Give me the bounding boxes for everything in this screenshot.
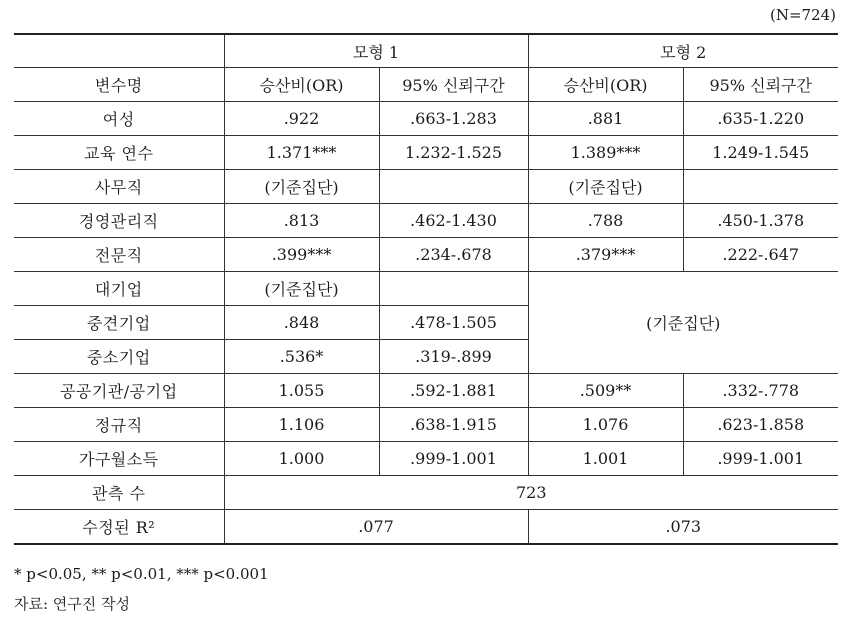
row-label: 사무직 — [14, 170, 224, 204]
model2-ci-header: 95% 신뢰구간 — [683, 68, 838, 102]
table-row — [14, 374, 838, 408]
table-row — [14, 442, 838, 476]
model1-or-header: 승산비(OR) — [224, 68, 379, 102]
model2-r-squared: .073 — [528, 510, 838, 545]
model1-or-cell: .813 — [224, 204, 379, 238]
observations-label: 관측 수 — [14, 476, 224, 510]
row-label: 여성 — [14, 102, 224, 136]
row-label: 경영관리직 — [14, 204, 224, 238]
model2-or-cell: .509** — [528, 374, 683, 408]
model2-ci-cell: 1.249-1.545 — [683, 136, 838, 170]
model1-r-squared: .077 — [224, 510, 528, 545]
significance-footnote: * p<0.05, ** p<0.01, *** p<0.001 — [14, 565, 269, 583]
source-footnote: 자료: 연구진 작성 — [14, 595, 131, 613]
table-row — [14, 204, 838, 238]
row-label: 대기업 — [14, 272, 224, 306]
model1-reference-cell: (기준집단) — [224, 272, 379, 306]
model2-header: 모형 2 — [528, 34, 838, 68]
model2-or-cell: 1.076 — [528, 408, 683, 442]
empty-cell — [379, 170, 528, 204]
model1-ci-cell: .999-1.001 — [379, 442, 528, 476]
model1-or-cell: .399*** — [224, 238, 379, 272]
observations-row — [14, 476, 838, 510]
model2-ci-cell: .999-1.001 — [683, 442, 838, 476]
table-row — [14, 170, 838, 204]
model1-ci-cell: .319-.899 — [379, 340, 528, 374]
model1-ci-cell: .592-1.881 — [379, 374, 528, 408]
model1-ci-cell: 1.232-1.525 — [379, 136, 528, 170]
row-label: 공공기관/공기업 — [14, 374, 224, 408]
table-header-row-columns — [14, 68, 838, 102]
table-row — [14, 408, 838, 442]
table-header-row-models — [14, 34, 838, 68]
row-label: 중소기업 — [14, 340, 224, 374]
sample-size-note: (N=724) — [769, 6, 836, 24]
header-blank-cell — [14, 34, 224, 68]
model2-ci-cell: .332-.778 — [683, 374, 838, 408]
model2-or-cell: .881 — [528, 102, 683, 136]
model1-ci-cell: .638-1.915 — [379, 408, 528, 442]
r-squared-label: 수정된 R² — [14, 510, 224, 545]
row-label: 가구월소득 — [14, 442, 224, 476]
model1-header: 모형 1 — [224, 34, 528, 68]
model1-or-cell: .536* — [224, 340, 379, 374]
model1-ci-cell: .478-1.505 — [379, 306, 528, 340]
observations-value: 723 — [224, 476, 838, 510]
table-row — [14, 102, 838, 136]
row-label: 전문직 — [14, 238, 224, 272]
model2-ci-cell: .635-1.220 — [683, 102, 838, 136]
empty-cell — [683, 170, 838, 204]
table-row — [14, 272, 838, 306]
model1-ci-cell: .234-.678 — [379, 238, 528, 272]
row-label: 교육 연수 — [14, 136, 224, 170]
model2-ci-cell: .623-1.858 — [683, 408, 838, 442]
model2-or-cell: 1.001 — [528, 442, 683, 476]
model1-or-cell: 1.055 — [224, 374, 379, 408]
model2-or-cell: .379*** — [528, 238, 683, 272]
table-row — [14, 136, 838, 170]
model2-or-cell: 1.389*** — [528, 136, 683, 170]
model2-reference-cell: (기준집단) — [528, 170, 683, 204]
model1-or-cell: .848 — [224, 306, 379, 340]
model1-or-cell: 1.000 — [224, 442, 379, 476]
model1-ci-cell: .663-1.283 — [379, 102, 528, 136]
row-label: 정규직 — [14, 408, 224, 442]
empty-cell — [379, 272, 528, 306]
model2-or-header: 승산비(OR) — [528, 68, 683, 102]
model2-reference-cell: (기준집단) — [528, 272, 838, 374]
model2-ci-cell: .450-1.378 — [683, 204, 838, 238]
model2-or-cell: .788 — [528, 204, 683, 238]
model1-or-cell: 1.371*** — [224, 136, 379, 170]
model1-reference-cell: (기준집단) — [224, 170, 379, 204]
table-row — [14, 238, 838, 272]
model1-or-cell: 1.106 — [224, 408, 379, 442]
model1-or-cell: .922 — [224, 102, 379, 136]
model1-ci-header: 95% 신뢰구간 — [379, 68, 528, 102]
model2-ci-cell: .222-.647 — [683, 238, 838, 272]
regression-table — [14, 33, 838, 545]
model1-ci-cell: .462-1.430 — [379, 204, 528, 238]
r-squared-row — [14, 510, 838, 545]
row-label: 중견기업 — [14, 306, 224, 340]
variable-header: 변수명 — [14, 68, 224, 102]
